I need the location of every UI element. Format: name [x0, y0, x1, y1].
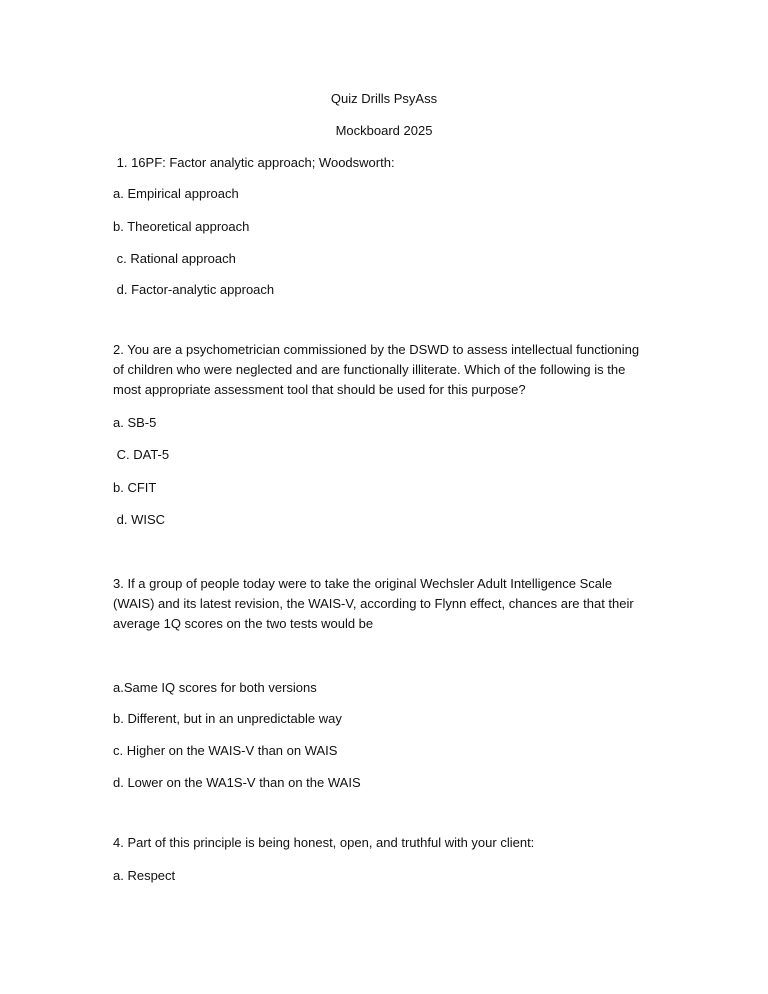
question-1-option-a: a. Empirical approach	[113, 186, 239, 201]
question-4-option-a: a. Respect	[113, 868, 176, 883]
question-1-option-c: c. Rational approach	[113, 251, 236, 266]
question-1-stem: 1. 16PF: Factor analytic approach; Woodsworth:	[113, 155, 395, 170]
question-2-stem: 2. You are a psychometrician commissioned by the DSWD to assess intellectual functioning of children who were neglected and are functionally illiterate. Which of the following is the most appropriate assessment tool that should be used for this purpose?	[113, 342, 640, 397]
document-subtitle: Mockboard 2025	[335, 123, 433, 138]
question-2-option-b: b. CFIT	[113, 480, 157, 495]
question-3-option-b: b. Different, but in an unpredictable way	[113, 711, 342, 726]
question-3-stem: 3. If a group of people today were to take the original Wechsler Adult Intelligence Scale (WAIS) and its latest revision, the WAIS-V, according to Flynn effect, chances are that their average 1Q scores on the two tests would be	[113, 576, 634, 631]
question-2-option-d: d. WISC	[113, 512, 166, 527]
document-title: Quiz Drills PsyAss	[330, 91, 438, 106]
question-3-option-a: a.Same IQ scores for both versions	[113, 680, 317, 695]
question-1-option-b: b. Theoretical approach	[113, 219, 250, 234]
question-1-option-d: d. Factor-analytic approach	[113, 282, 275, 297]
question-3-option-d: d. Lower on the WA1S-V than on the WAIS	[113, 775, 361, 790]
question-4-stem: 4. Part of this principle is being honest, open, and truthful with your client:	[113, 835, 535, 850]
question-3-option-c: c. Higher on the WAIS-V than on WAIS	[113, 743, 338, 758]
question-2-option-a: a. SB-5	[113, 415, 157, 430]
question-2-option-c: C. DAT-5	[113, 447, 170, 462]
